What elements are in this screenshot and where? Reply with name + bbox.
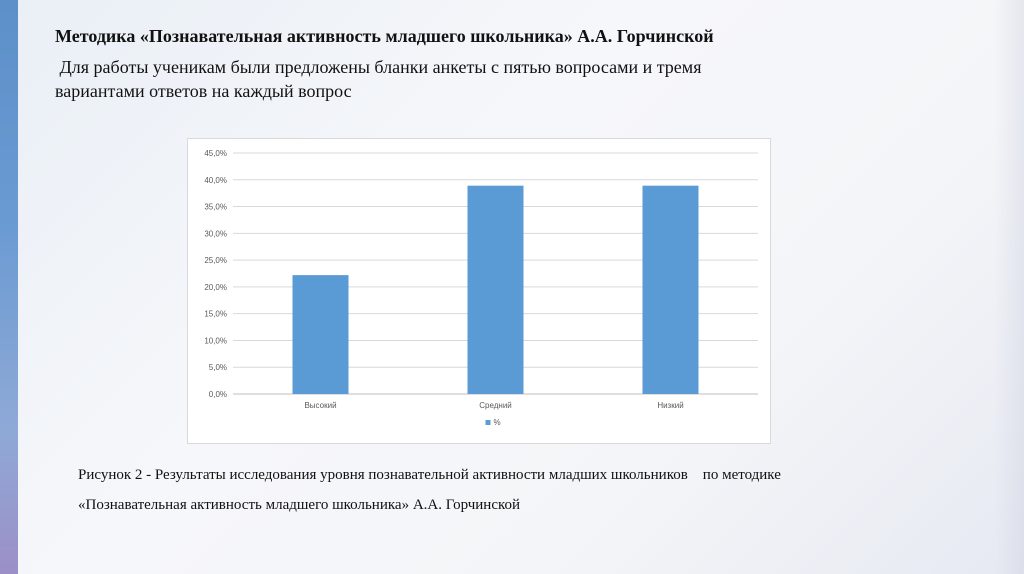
- right-decorative-shade: [994, 0, 1024, 574]
- slide-heading: Методика «Познавательная активность младшего школьника» А.А. Горчинской: [55, 26, 714, 46]
- y-tick-label: 45,0%: [204, 149, 227, 158]
- caption-line-2: «Познавательная активность младшего школьника» А.А. Горчинской: [78, 497, 521, 513]
- y-tick-label: 40,0%: [204, 175, 227, 185]
- figure-caption: [78, 460, 938, 520]
- y-tick-label: 25,0%: [204, 256, 227, 266]
- slide-intro: [55, 55, 875, 103]
- caption-line-1: Рисунок 2 - Результаты исследования уровня познавательной активности младших школьников по методике: [78, 467, 781, 483]
- intro-line-2: вариантами ответов на каждый вопрос: [55, 81, 352, 101]
- bar: [293, 275, 349, 394]
- legend-swatch: [486, 420, 491, 425]
- y-tick-label: 10,0%: [204, 336, 227, 346]
- y-tick-label: 5,0%: [208, 363, 227, 373]
- x-tick-label: Высокий: [304, 401, 337, 410]
- y-tick-label: 20,0%: [204, 282, 227, 292]
- intro-line-1: Для работы ученикам были предложены бланки анкеты с пятью вопросами и тремя: [55, 57, 702, 77]
- y-tick-label: 0,0%: [208, 390, 227, 399]
- bar: [468, 186, 524, 394]
- legend-label: %: [493, 418, 501, 427]
- y-tick-label: 35,0%: [204, 202, 227, 212]
- y-tick-label: 15,0%: [204, 309, 227, 319]
- bar-chart: [187, 138, 771, 444]
- y-tick-label: 30,0%: [204, 229, 227, 239]
- x-tick-label: Средний: [479, 401, 512, 410]
- left-decorative-strip: [0, 0, 18, 574]
- x-tick-label: Низкий: [657, 401, 684, 410]
- chart-canvas: [188, 139, 770, 443]
- bar: [643, 186, 699, 394]
